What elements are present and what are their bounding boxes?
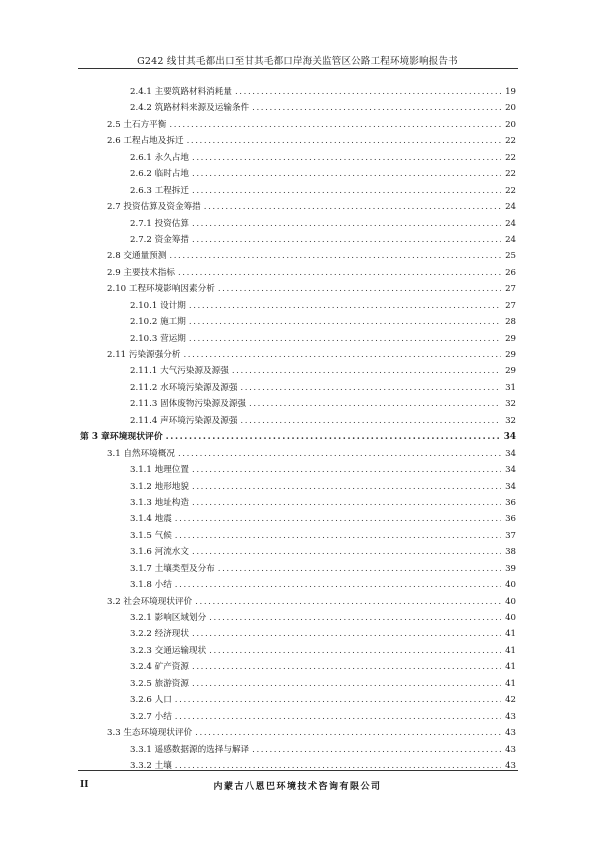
toc-entry[interactable] bbox=[80, 331, 516, 347]
toc-entry-page-number: 24 bbox=[505, 218, 516, 229]
toc-entry-page-number: 25 bbox=[505, 251, 516, 262]
toc-dot-leader bbox=[195, 725, 501, 741]
toc-dot-leader bbox=[175, 577, 501, 593]
toc-entry-label: 3.1.8 小结 bbox=[130, 580, 172, 591]
toc-entry-page-number: 28 bbox=[505, 317, 516, 328]
toc-dot-leader bbox=[192, 676, 501, 692]
toc-entry-label: 2.9 主要技术指标 bbox=[107, 267, 175, 278]
toc-dot-leader bbox=[235, 84, 501, 100]
toc-entry[interactable] bbox=[80, 413, 516, 429]
toc-entry-label: 2.6.2 临时占地 bbox=[130, 169, 189, 180]
toc-entry-label: 3.1.6 河流水文 bbox=[130, 547, 189, 558]
toc-entry-page-number: 29 bbox=[505, 366, 516, 377]
toc-entry-label: 2.10.1 设计期 bbox=[130, 300, 186, 311]
toc-dot-leader bbox=[192, 232, 501, 248]
toc-entry[interactable] bbox=[80, 314, 516, 330]
toc-entry-page-number: 36 bbox=[505, 514, 516, 525]
toc-entry-page-number: 22 bbox=[505, 169, 516, 180]
toc-entry-label: 2.10 工程环境影响因素分析 bbox=[107, 284, 215, 295]
toc-entry-label: 2.6.3 工程拆迁 bbox=[130, 185, 189, 196]
toc-entry-page-number: 34 bbox=[503, 432, 516, 443]
toc-entry-label: 2.11.2 水环境污染源及源强 bbox=[130, 382, 238, 393]
toc-entry-label: 3.2.6 人口 bbox=[130, 695, 172, 706]
toc-entry-label: 3.1.3 地址构造 bbox=[130, 497, 189, 508]
toc-entry-label: 2.8 交通量预测 bbox=[107, 251, 167, 262]
toc-dot-leader bbox=[178, 265, 501, 281]
toc-entry-label: 2.7.2 资金筹措 bbox=[130, 234, 189, 245]
toc-dot-leader bbox=[175, 528, 501, 544]
toc-entry-label: 2.10.2 施工期 bbox=[130, 317, 186, 328]
toc-entry[interactable] bbox=[80, 709, 516, 725]
toc-entry[interactable] bbox=[80, 462, 516, 478]
toc-entry-page-number: 40 bbox=[505, 580, 516, 591]
toc-entry-label: 3.1 自然环境概况 bbox=[107, 448, 175, 459]
toc-entry-label: 2.11.3 固体废物污染源及源强 bbox=[130, 399, 247, 410]
toc-entry-page-number: 40 bbox=[505, 613, 516, 623]
toc-entry[interactable] bbox=[80, 216, 516, 232]
toc-entry-label: 3.2.2 经济现状 bbox=[130, 629, 189, 640]
toc-dot-leader bbox=[195, 594, 501, 610]
toc-entry[interactable] bbox=[80, 265, 516, 281]
toc-entry[interactable] bbox=[80, 511, 516, 527]
toc-entry-page-number: 29 bbox=[505, 333, 516, 344]
toc-entry-page-number: 27 bbox=[505, 300, 516, 311]
toc-entry-label: 3.1.1 地理位置 bbox=[130, 465, 189, 476]
toc-entry[interactable] bbox=[80, 429, 516, 445]
toc-dot-leader bbox=[192, 462, 501, 478]
toc-entry-page-number: 39 bbox=[505, 563, 516, 574]
toc-entry-page-number: 38 bbox=[505, 547, 516, 558]
toc-entry-page-number: 32 bbox=[505, 399, 516, 410]
toc-entry-page-number: 37 bbox=[505, 530, 516, 541]
toc-entry-label: 3.2.4 矿产资源 bbox=[130, 662, 189, 673]
toc-dot-leader bbox=[209, 610, 501, 626]
toc-dot-leader bbox=[192, 150, 501, 166]
toc-entry-page-number: 41 bbox=[505, 645, 516, 656]
toc-dot-leader bbox=[192, 183, 501, 199]
toc-dot-leader bbox=[218, 281, 501, 297]
toc-entry[interactable] bbox=[80, 643, 516, 659]
toc-entry[interactable] bbox=[80, 479, 516, 495]
toc-dot-leader bbox=[192, 495, 501, 511]
header-divider bbox=[78, 68, 518, 69]
toc-dot-leader bbox=[189, 298, 501, 314]
toc-entry[interactable] bbox=[80, 347, 516, 363]
toc-entry[interactable] bbox=[80, 363, 516, 379]
toc-entry-label: 2.10.3 营运期 bbox=[130, 333, 186, 344]
toc-dot-leader bbox=[209, 643, 501, 659]
toc-dot-leader bbox=[249, 396, 501, 412]
toc-entry[interactable] bbox=[80, 610, 516, 626]
toc-entry[interactable] bbox=[80, 380, 516, 396]
toc-entry[interactable] bbox=[80, 544, 516, 560]
toc-dot-leader bbox=[175, 758, 501, 774]
page-header-title: G242 线甘其毛都出口至甘其毛都口岸海关监管区公路工程环境影响报告书 bbox=[137, 56, 458, 67]
toc-entry-label: 2.11.4 声环境污染源及源强 bbox=[130, 415, 238, 426]
toc-entry-page-number: 27 bbox=[505, 284, 516, 295]
toc-dot-leader bbox=[175, 511, 501, 527]
toc-entry[interactable] bbox=[80, 577, 516, 593]
toc-entry[interactable] bbox=[80, 133, 516, 149]
toc-entry-page-number: 43 bbox=[505, 728, 516, 739]
toc-entry-page-number: 19 bbox=[505, 87, 516, 97]
footer-page-number: II bbox=[80, 780, 89, 790]
toc-entry-label: 2.4.2 筑路材料来源及运输条件 bbox=[130, 103, 250, 114]
toc-dot-leader bbox=[183, 347, 501, 363]
toc-entry-page-number: 36 bbox=[505, 497, 516, 508]
toc-dot-leader bbox=[189, 331, 501, 347]
toc-entry[interactable] bbox=[80, 742, 516, 758]
toc-entry-label: 2.6 工程占地及拆迁 bbox=[107, 136, 184, 147]
toc-entry-page-number: 22 bbox=[505, 152, 516, 163]
toc-entry-page-number: 31 bbox=[505, 382, 516, 393]
toc-entry[interactable] bbox=[80, 183, 516, 199]
toc-dot-leader bbox=[218, 561, 501, 577]
toc-entry[interactable] bbox=[80, 676, 516, 692]
toc-entry-page-number: 24 bbox=[505, 234, 516, 245]
toc-entry-label: 3.1.2 地形地貌 bbox=[130, 481, 189, 492]
toc-entry[interactable] bbox=[80, 150, 516, 166]
toc-entry-label: 2.7.1 投资估算 bbox=[130, 218, 189, 229]
toc-entry[interactable] bbox=[80, 396, 516, 412]
toc-entry-label: 2.6.1 永久占地 bbox=[130, 152, 189, 163]
footer-divider bbox=[78, 770, 518, 771]
toc-entry[interactable] bbox=[80, 232, 516, 248]
toc-dot-leader bbox=[232, 363, 501, 379]
toc-entry[interactable] bbox=[80, 528, 516, 544]
toc-entry-label: 3.2.5 旅游资源 bbox=[130, 678, 189, 689]
toc-entry-page-number: 34 bbox=[505, 481, 516, 492]
toc-dot-leader bbox=[175, 692, 501, 708]
toc-entry-page-number: 43 bbox=[505, 711, 516, 722]
toc-entry-page-number: 41 bbox=[505, 662, 516, 673]
toc-entry-page-number: 32 bbox=[505, 415, 516, 426]
toc-dot-leader bbox=[192, 544, 501, 560]
toc-entry-label: 2.5 土石方平衡 bbox=[107, 119, 167, 130]
toc-entry-label: 3.3 生态环境现状评价 bbox=[107, 728, 193, 739]
toc-entry-label: 3.2.1 影响区域划分 bbox=[130, 613, 207, 623]
toc-entry[interactable] bbox=[80, 281, 516, 297]
toc-entry-label: 3.2 社会环境现状评价 bbox=[107, 596, 193, 607]
table-of-contents bbox=[80, 84, 516, 774]
toc-entry-label: 3.1.7 土壤类型及分布 bbox=[130, 563, 215, 574]
toc-dot-leader bbox=[166, 429, 501, 445]
toc-entry-page-number: 22 bbox=[505, 185, 516, 196]
toc-entry-label: 3.2.3 交通运输现状 bbox=[130, 645, 207, 656]
toc-dot-leader bbox=[192, 659, 501, 675]
toc-entry-page-number: 24 bbox=[505, 202, 516, 213]
toc-entry-page-number: 22 bbox=[505, 136, 516, 147]
toc-entry-label: 3.2.7 小结 bbox=[130, 711, 172, 722]
toc-dot-leader bbox=[192, 216, 501, 232]
toc-entry[interactable] bbox=[80, 495, 516, 511]
toc-entry-label: 第 3 章环境现状评价 bbox=[80, 432, 163, 443]
toc-entry-page-number: 40 bbox=[505, 596, 516, 607]
toc-entry-page-number: 34 bbox=[505, 465, 516, 476]
toc-entry[interactable] bbox=[80, 84, 516, 100]
toc-entry-page-number: 41 bbox=[505, 629, 516, 640]
toc-entry-page-number: 26 bbox=[505, 267, 516, 278]
toc-entry-label: 3.3.2 土壤 bbox=[130, 760, 172, 771]
toc-entry-label: 2.4.1 主要筑路材料消耗量 bbox=[130, 87, 232, 97]
toc-entry-page-number: 34 bbox=[505, 448, 516, 459]
toc-entry[interactable] bbox=[80, 626, 516, 642]
toc-entry-label: 3.1.4 地震 bbox=[130, 514, 172, 525]
toc-dot-leader bbox=[169, 248, 501, 264]
toc-dot-leader bbox=[169, 117, 501, 133]
toc-entry-page-number: 20 bbox=[505, 119, 516, 130]
toc-entry-label: 2.11 污染源强分析 bbox=[107, 350, 181, 360]
toc-entry-page-number: 42 bbox=[505, 695, 516, 706]
toc-entry[interactable] bbox=[80, 758, 516, 774]
toc-dot-leader bbox=[178, 446, 501, 462]
toc-entry[interactable] bbox=[80, 100, 516, 116]
toc-entry-label: 3.1.5 气候 bbox=[130, 530, 172, 541]
toc-entry-page-number: 29 bbox=[505, 350, 516, 360]
toc-dot-leader bbox=[204, 199, 501, 215]
footer-company-name: 内蒙古八恩巴环境技术咨询有限公司 bbox=[213, 782, 382, 792]
toc-entry[interactable] bbox=[80, 561, 516, 577]
toc-entry-page-number: 43 bbox=[505, 744, 516, 755]
toc-entry[interactable] bbox=[80, 659, 516, 675]
toc-dot-leader bbox=[192, 626, 501, 642]
toc-entry[interactable] bbox=[80, 166, 516, 182]
toc-dot-leader bbox=[252, 742, 501, 758]
toc-dot-leader bbox=[240, 380, 501, 396]
toc-entry[interactable] bbox=[80, 692, 516, 708]
toc-dot-leader bbox=[240, 413, 501, 429]
toc-dot-leader bbox=[192, 166, 501, 182]
toc-entry-page-number: 20 bbox=[505, 103, 516, 114]
toc-entry-page-number: 43 bbox=[505, 760, 516, 771]
toc-dot-leader bbox=[192, 479, 501, 495]
toc-entry-page-number: 41 bbox=[505, 678, 516, 689]
toc-dot-leader bbox=[252, 100, 501, 116]
toc-entry[interactable] bbox=[80, 199, 516, 215]
toc-entry[interactable] bbox=[80, 298, 516, 314]
toc-dot-leader bbox=[175, 709, 501, 725]
toc-entry[interactable] bbox=[80, 594, 516, 610]
toc-dot-leader bbox=[189, 314, 501, 330]
toc-entry[interactable] bbox=[80, 725, 516, 741]
toc-entry-label: 3.3.1 遥感数据源的选择与解译 bbox=[130, 744, 250, 755]
toc-entry-label: 2.11.1 大气污染源及源强 bbox=[130, 366, 229, 377]
toc-entry[interactable] bbox=[80, 117, 516, 133]
toc-dot-leader bbox=[187, 133, 501, 149]
toc-entry[interactable] bbox=[80, 248, 516, 264]
toc-entry-label: 2.7 投资估算及资金筹措 bbox=[107, 202, 201, 213]
toc-entry[interactable] bbox=[80, 446, 516, 462]
